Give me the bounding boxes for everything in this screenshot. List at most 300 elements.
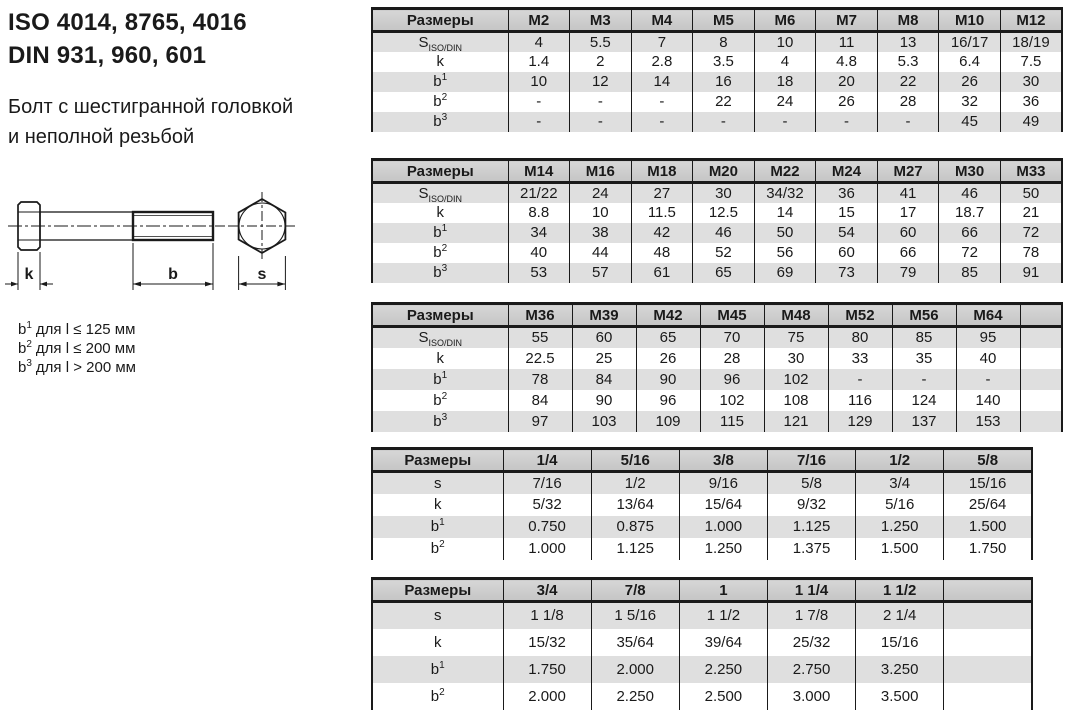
table-cell: 9/32 [767, 494, 855, 516]
size-header-7-8: 7/8 [591, 579, 679, 602]
table-cell: 2.8 [631, 52, 693, 72]
table-cell [1020, 369, 1062, 390]
table-cell: 34/32 [754, 183, 816, 203]
table-cell: 1.125 [591, 538, 679, 560]
table-cell: 35/64 [591, 629, 679, 656]
bolt-end-view [228, 192, 296, 260]
table-cell: 91 [1000, 263, 1062, 283]
size-header-m4: M4 [631, 9, 693, 32]
table-region-metric-m2-m12 [371, 7, 1063, 132]
table-cell: 115 [700, 411, 764, 432]
table-cell: 7.5 [1000, 52, 1062, 72]
table-cell: 46 [939, 183, 1001, 203]
size-header-m6: M6 [754, 9, 816, 32]
arrowhead [239, 282, 247, 287]
table-cell: 14 [754, 203, 816, 223]
table-cell: 27 [631, 183, 693, 203]
size-header-3-4: 3/4 [503, 579, 591, 602]
size-header-1: 1 [679, 579, 767, 602]
table-cell: 75 [764, 327, 828, 348]
table-header-row [372, 579, 1032, 602]
table-cell: 66 [877, 243, 939, 263]
table-cell: 97 [508, 411, 572, 432]
row-label: $S_{ISO/DIN}$ [418, 329, 463, 348]
size-header-m45: M45 [700, 304, 764, 327]
table-cell: - [508, 92, 570, 112]
table-cell: 56 [754, 243, 816, 263]
table-cell: 46 [693, 223, 755, 243]
table-cell: 13 [877, 32, 939, 52]
table-cell: 10 [754, 32, 816, 52]
table-cell: 108 [764, 390, 828, 411]
table-cell: 90 [636, 369, 700, 390]
table-row-b2 [372, 538, 1032, 560]
table-cell: 22.5 [508, 348, 572, 369]
table-cell: 2.250 [679, 656, 767, 683]
table-cell: 2.000 [503, 683, 591, 710]
table-cell: 65 [693, 263, 755, 283]
row-label: $b^1$ [433, 369, 448, 388]
table-cell: 9/16 [679, 472, 767, 494]
table-cell: 1/2 [591, 472, 679, 494]
row-label: $b^3$ [433, 112, 448, 130]
table-row-b2 [372, 243, 1062, 263]
din-standards-line: DIN 931, 960, 601 [8, 42, 207, 69]
dimension-table-metric-m2-m12 [371, 7, 1063, 132]
dimension-k [5, 252, 53, 290]
table-cell: 3.500 [856, 683, 944, 710]
table-header-row [372, 449, 1032, 472]
table-cell: 41 [877, 183, 939, 203]
table-cell: 10 [508, 72, 570, 92]
table-row-k [372, 203, 1062, 223]
note-b1: $b^1$ для l ≤ 125 мм [18, 320, 136, 338]
row-label: $b^1$ [430, 659, 445, 678]
table-cell: 50 [1000, 183, 1062, 203]
table-row-k [372, 348, 1062, 369]
size-header-m39: M39 [572, 304, 636, 327]
table-row-b3 [372, 411, 1062, 432]
table-cell: 5/16 [856, 494, 944, 516]
size-header-m48: M48 [764, 304, 828, 327]
table-row-k [372, 629, 1032, 656]
table-cell [1020, 348, 1062, 369]
table-cell: 124 [892, 390, 956, 411]
table-cell: 48 [631, 243, 693, 263]
size-header-3-8: 3/8 [679, 449, 767, 472]
table-cell: 1.750 [503, 656, 591, 683]
table-row-k [372, 494, 1032, 516]
table-cell: 84 [508, 390, 572, 411]
table-cell: 1.125 [767, 516, 855, 538]
table-cell: 13/64 [591, 494, 679, 516]
table-cell: 1.4 [508, 52, 570, 72]
table-cell: 1 5/16 [591, 602, 679, 629]
table-cell: 103 [572, 411, 636, 432]
sizes-column-header: Размеры [372, 304, 508, 327]
table-cell: 52 [693, 243, 755, 263]
dimension-table-imperial-1-4-to-5-8 [371, 447, 1033, 560]
table-cell: - [570, 112, 632, 132]
table-cell: - [956, 369, 1020, 390]
sizes-column-header: Размеры [372, 579, 503, 602]
table-cell: - [828, 369, 892, 390]
table-row-b2 [372, 92, 1062, 112]
table-cell: 25/32 [767, 629, 855, 656]
empty-header-cell [1020, 304, 1062, 327]
size-header-1-1-4: 1 1/4 [767, 579, 855, 602]
table-cell [944, 602, 1032, 629]
table-cell [1020, 327, 1062, 348]
table-cell: 4 [508, 32, 570, 52]
table-cell: 69 [754, 263, 816, 283]
table-row-s [372, 602, 1032, 629]
table-cell: 137 [892, 411, 956, 432]
table-cell: 42 [631, 223, 693, 243]
table-cell [1020, 390, 1062, 411]
table-cell: - [892, 369, 956, 390]
table-cell: 2.000 [591, 656, 679, 683]
table-cell: 53 [508, 263, 570, 283]
table-cell: 65 [636, 327, 700, 348]
table-cell: 38 [570, 223, 632, 243]
table-cell: 116 [828, 390, 892, 411]
size-header-m30: M30 [939, 160, 1001, 183]
table-cell: 66 [939, 223, 1001, 243]
table-cell: 72 [939, 243, 1001, 263]
table-cell: 4.8 [816, 52, 878, 72]
table-cell: 30 [1000, 72, 1062, 92]
table-cell: 3.5 [693, 52, 755, 72]
table-cell: 6.4 [939, 52, 1001, 72]
table-row-S [372, 327, 1062, 348]
sizes-column-header: Размеры [372, 160, 508, 183]
table-cell: - [508, 112, 570, 132]
table-cell: 26 [939, 72, 1001, 92]
row-label: $b^1$ [433, 72, 448, 90]
table-cell: 1 7/8 [767, 602, 855, 629]
row-label: s [434, 607, 442, 625]
bolt-side-view [8, 202, 225, 250]
table-row-b3 [372, 112, 1062, 132]
table-region-metric-m36-m64 [371, 302, 1063, 432]
table-cell: 2.250 [591, 683, 679, 710]
standards-title [8, 6, 247, 72]
table-cell: 54 [816, 223, 878, 243]
table-cell [944, 629, 1032, 656]
dimension-table-imperial-3-4-to-1-1-2 [371, 577, 1033, 710]
table-cell: 102 [764, 369, 828, 390]
table-cell: 11.5 [631, 203, 693, 223]
table-cell: 28 [877, 92, 939, 112]
row-label: s [434, 474, 442, 492]
table-cell: 61 [631, 263, 693, 283]
row-label: $b^2$ [433, 243, 448, 261]
table-row-k [372, 52, 1062, 72]
table-cell: 8 [693, 32, 755, 52]
table-row-b1 [372, 369, 1062, 390]
product-name-line2: и неполной резьбой [8, 126, 195, 148]
table-cell: 12 [570, 72, 632, 92]
table-cell: 18 [754, 72, 816, 92]
table-cell: 15 [816, 203, 878, 223]
empty-header-cell [944, 579, 1032, 602]
size-header-m5: M5 [693, 9, 755, 32]
sizes-column-header: Размеры [372, 9, 508, 32]
table-cell: 1 1/2 [679, 602, 767, 629]
table-cell: 90 [572, 390, 636, 411]
table-cell: 80 [828, 327, 892, 348]
table-cell: 153 [956, 411, 1020, 432]
row-label: $S_{ISO/DIN}$ [418, 33, 463, 52]
table-cell: 1.250 [856, 516, 944, 538]
table-cell: 4 [754, 52, 816, 72]
table-cell: 21/22 [508, 183, 570, 203]
table-cell: 78 [1000, 243, 1062, 263]
row-label: $b^3$ [433, 411, 448, 430]
table-cell: 2 [570, 52, 632, 72]
table-cell: 7 [631, 32, 693, 52]
table-cell: 60 [572, 327, 636, 348]
table-cell: 30 [764, 348, 828, 369]
table-cell: 109 [636, 411, 700, 432]
row-label: $b^2$ [430, 539, 445, 557]
table-cell: - [693, 112, 755, 132]
size-header-m27: M27 [877, 160, 939, 183]
table-cell: 44 [570, 243, 632, 263]
table-cell: - [754, 112, 816, 132]
row-label: k [436, 349, 444, 367]
table-cell: 2.750 [767, 656, 855, 683]
table-cell: 72 [1000, 223, 1062, 243]
row-label: k [434, 496, 442, 513]
table-cell: 28 [700, 348, 764, 369]
table-row-b1 [372, 223, 1062, 243]
table-cell: 10 [570, 203, 632, 223]
table-cell: 15/32 [503, 629, 591, 656]
row-label: $b^2$ [433, 92, 448, 110]
bolt-technical-drawing [2, 183, 332, 305]
table-row-S [372, 183, 1062, 203]
thread-length-notes [18, 320, 136, 377]
table-cell: 11 [816, 32, 878, 52]
dimension-table-metric-m14-m33 [371, 158, 1063, 283]
table-cell: 35 [892, 348, 956, 369]
table-cell: - [631, 112, 693, 132]
dimension-label-s: s [257, 266, 267, 283]
table-cell: 1 1/8 [503, 602, 591, 629]
table-cell: 30 [693, 183, 755, 203]
table-cell: 2 1/4 [856, 602, 944, 629]
table-row-b1 [372, 656, 1032, 683]
size-header-1-4: 1/4 [503, 449, 591, 472]
table-cell: 96 [700, 369, 764, 390]
table-cell: 15/64 [679, 494, 767, 516]
table-row-S [372, 32, 1062, 52]
table-cell: 5/8 [767, 472, 855, 494]
table-cell: 24 [754, 92, 816, 112]
table-cell: 5.5 [570, 32, 632, 52]
size-header-m20: M20 [693, 160, 755, 183]
size-header-m36: M36 [508, 304, 572, 327]
row-label: $b^2$ [430, 686, 445, 705]
table-cell: 95 [956, 327, 1020, 348]
table-cell: 1.375 [767, 538, 855, 560]
size-header-m24: M24 [816, 160, 878, 183]
arrowhead [11, 282, 18, 287]
table-cell: 22 [693, 92, 755, 112]
size-header-5-8: 5/8 [944, 449, 1032, 472]
table-cell: 49 [1000, 112, 1062, 132]
table-cell: 39/64 [679, 629, 767, 656]
row-label: $b^1$ [430, 517, 445, 535]
table-cell: 129 [828, 411, 892, 432]
size-header-5-16: 5/16 [591, 449, 679, 472]
table-cell [1020, 411, 1062, 432]
table-cell: 1.500 [856, 538, 944, 560]
note-b3: $b^3$ для l > 200 мм [18, 358, 136, 376]
table-cell: 85 [892, 327, 956, 348]
table-cell: 5/32 [503, 494, 591, 516]
size-header-m2: M2 [508, 9, 570, 32]
table-header-row [372, 160, 1062, 183]
table-region-metric-m14-m33 [371, 158, 1063, 283]
table-cell: 24 [570, 183, 632, 203]
arrowhead [40, 282, 47, 287]
table-cell: 73 [816, 263, 878, 283]
table-cell: 60 [816, 243, 878, 263]
arrowhead [133, 282, 141, 287]
dimension-s [239, 256, 286, 290]
table-cell: 3.250 [856, 656, 944, 683]
arrowhead [205, 282, 213, 287]
table-cell: 36 [816, 183, 878, 203]
size-header-m7: M7 [816, 9, 878, 32]
size-header-m10: M10 [939, 9, 1001, 32]
table-cell: - [631, 92, 693, 112]
table-cell: 15/16 [944, 472, 1032, 494]
table-cell: 57 [570, 263, 632, 283]
table-cell: 40 [956, 348, 1020, 369]
dimension-table-metric-m36-m64 [371, 302, 1063, 432]
table-cell: 18/19 [1000, 32, 1062, 52]
table-cell: 50 [754, 223, 816, 243]
table-cell [944, 683, 1032, 710]
table-row-b1 [372, 72, 1062, 92]
note-b2: $b^2$ для l ≤ 200 мм [18, 339, 136, 357]
table-cell: 1.750 [944, 538, 1032, 560]
dimension-label-b: b [168, 266, 178, 283]
dimension-b [133, 243, 213, 290]
size-header-m8: M8 [877, 9, 939, 32]
size-header-1-1-2: 1 1/2 [856, 579, 944, 602]
size-header-m64: M64 [956, 304, 1020, 327]
product-name [8, 92, 293, 152]
table-cell: 7/16 [503, 472, 591, 494]
table-cell: 21 [1000, 203, 1062, 223]
table-cell: - [877, 112, 939, 132]
size-header-1-2: 1/2 [856, 449, 944, 472]
row-label: k [434, 633, 442, 651]
table-cell: 2.500 [679, 683, 767, 710]
table-region-imperial-3-4-to-1-1-2 [371, 577, 1033, 710]
dimension-label-k: k [24, 266, 34, 283]
size-header-m22: M22 [754, 160, 816, 183]
size-header-m33: M33 [1000, 160, 1062, 183]
table-cell: 33 [828, 348, 892, 369]
table-cell: 140 [956, 390, 1020, 411]
size-header-m3: M3 [570, 9, 632, 32]
table-cell: 96 [636, 390, 700, 411]
table-cell: 1.250 [679, 538, 767, 560]
table-cell: 5.3 [877, 52, 939, 72]
table-cell: 70 [700, 327, 764, 348]
table-cell: 0.875 [591, 516, 679, 538]
row-label: k [436, 204, 444, 221]
table-cell: 25/64 [944, 494, 1032, 516]
table-row-b2 [372, 390, 1062, 411]
table-cell: 1.000 [503, 538, 591, 560]
table-cell: 8.8 [508, 203, 570, 223]
table-cell: 1.500 [944, 516, 1032, 538]
table-cell: - [570, 92, 632, 112]
table-header-row [372, 304, 1062, 327]
arrowhead [277, 282, 285, 287]
table-cell: 1.000 [679, 516, 767, 538]
table-cell: 32 [939, 92, 1001, 112]
row-label: $S_{ISO/DIN}$ [418, 184, 463, 203]
table-cell: 14 [631, 72, 693, 92]
row-label: $b^1$ [433, 223, 448, 241]
table-row-b3 [372, 263, 1062, 283]
table-cell: 0.750 [503, 516, 591, 538]
table-header-row [372, 9, 1062, 32]
table-cell: 60 [877, 223, 939, 243]
table-cell: 36 [1000, 92, 1062, 112]
size-header-m42: M42 [636, 304, 700, 327]
size-header-m56: M56 [892, 304, 956, 327]
table-cell: 26 [636, 348, 700, 369]
table-cell: 26 [816, 92, 878, 112]
table-cell: 121 [764, 411, 828, 432]
table-cell: 15/16 [856, 629, 944, 656]
row-label: $b^2$ [433, 390, 448, 409]
table-cell: 22 [877, 72, 939, 92]
table-row-b1 [372, 516, 1032, 538]
iso-standards-line: ISO 4014, 8765, 4016 [8, 9, 247, 36]
table-cell: 85 [939, 263, 1001, 283]
table-cell: 17 [877, 203, 939, 223]
table-cell: 45 [939, 112, 1001, 132]
size-header-m52: M52 [828, 304, 892, 327]
table-cell: 78 [508, 369, 572, 390]
table-cell: 16 [693, 72, 755, 92]
size-header-m16: M16 [570, 160, 632, 183]
row-label: $b^3$ [433, 263, 448, 281]
size-header-m14: M14 [508, 160, 570, 183]
table-cell: 16/17 [939, 32, 1001, 52]
size-header-m18: M18 [631, 160, 693, 183]
table-cell: 102 [700, 390, 764, 411]
table-cell [944, 656, 1032, 683]
table-cell: 3.000 [767, 683, 855, 710]
table-row-s [372, 472, 1032, 494]
table-cell: 79 [877, 263, 939, 283]
row-label: k [436, 53, 444, 70]
table-cell: 40 [508, 243, 570, 263]
table-cell: 25 [572, 348, 636, 369]
table-cell: 20 [816, 72, 878, 92]
